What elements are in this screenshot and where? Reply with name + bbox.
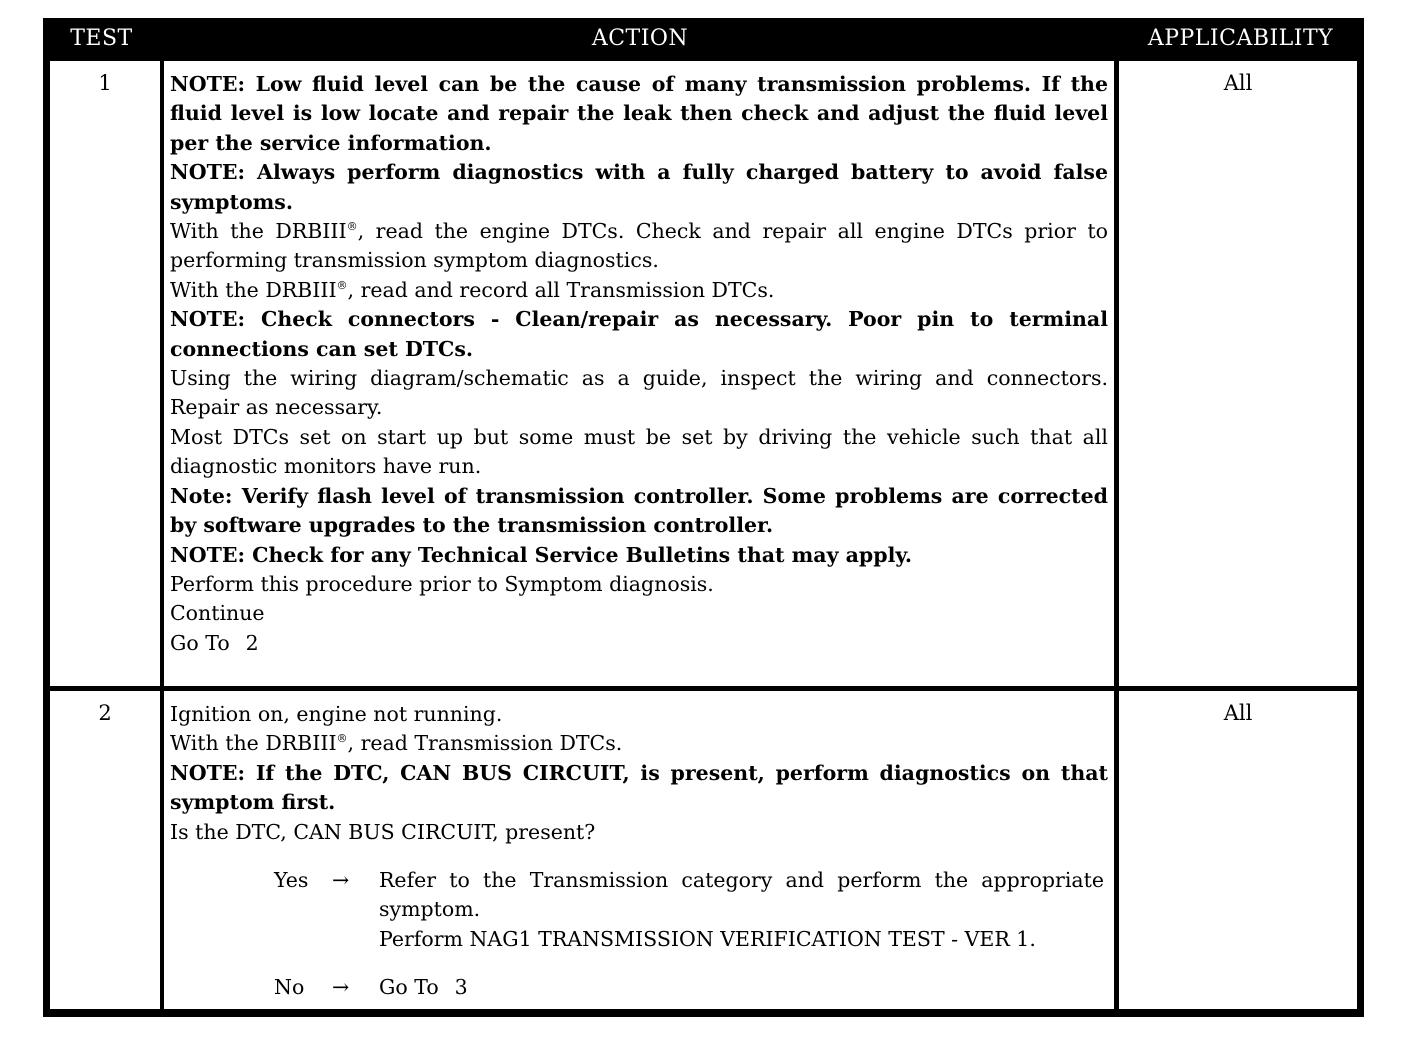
header-action: ACTION <box>591 25 689 51</box>
continue-label: Continue <box>170 601 265 626</box>
no-branch[interactable] <box>170 973 1108 1002</box>
applicability-value: All <box>1223 71 1253 95</box>
note-tsb: NOTE: Check for any Technical Service Bulletins that may apply. <box>170 542 913 567</box>
step-text: , read Transmission DTCs. <box>347 731 623 756</box>
diagnostic-table <box>43 18 1364 1017</box>
no-label: No <box>274 975 305 1000</box>
note-can-bus: NOTE: If the DTC, CAN BUS CIRCUIT, is present, perform diagnostics on that symptom first. <box>170 760 1108 815</box>
note-connectors: NOTE: Check connectors - Clean/repair as necessary. Poor pin to terminal connections can set DTCs. <box>170 307 1108 361</box>
test-number: 2 <box>98 701 112 725</box>
test-number: 1 <box>98 71 112 95</box>
goto-label: Go To <box>170 630 230 655</box>
yes-result <box>379 866 1104 954</box>
step-text: With the DRBIII <box>170 219 347 244</box>
applicability-value: All <box>1223 701 1253 725</box>
registered-mark: ® <box>336 732 348 746</box>
step-read-transmission-dtcs <box>170 729 1108 758</box>
step-read-transmission-dtcs <box>170 276 1108 305</box>
arrow-right-icon: → <box>332 868 350 893</box>
step-text: , read the engine DTCs. Check and repair all engine DTCs prior to performing transmission symptom diagnostics. <box>170 219 1109 273</box>
note-flash-level: Note: Verify flash level of transmission controller. Some problems are corrected by software upgrades to the transmission controller. <box>170 483 1108 538</box>
header-test: TEST <box>70 25 133 51</box>
goto-target: 2 <box>245 630 259 655</box>
step-text: With the DRBIII <box>170 731 337 756</box>
goto-link[interactable] <box>170 629 1108 658</box>
action-cell-2 <box>164 691 1114 1009</box>
note-battery: NOTE: Always perform diagnostics with a fully charged battery to avoid false symptoms. <box>170 160 1108 214</box>
applicability-cell-2 <box>1119 691 1357 1009</box>
note-low-fluid: NOTE: Low fluid level can be the cause of many transmission problems. If the fluid level is low locate and repair the leak then check and adjust the fluid level per the service information. <box>170 72 1108 155</box>
step-ignition-on: Ignition on, engine not running. <box>170 702 503 726</box>
step-inspect-wiring: Using the wiring diagram/schematic as a guide, inspect the wiring and connectors. Repair as necessary. <box>170 366 1108 420</box>
yes-result-refer: Refer to the Transmission category and perform the appropriate symptom. <box>379 868 1104 922</box>
yes-label: Yes <box>274 868 309 893</box>
arrow-right-icon: → <box>332 975 350 1000</box>
yes-branch[interactable] <box>170 866 1108 954</box>
test-cell-2 <box>50 691 160 1009</box>
step-perform-procedure: Perform this procedure prior to Symptom diagnosis. <box>170 571 714 596</box>
header-applicability: APPLICABILITY <box>1147 25 1334 51</box>
test-cell-1 <box>50 61 160 686</box>
yes-result-verification: Perform NAG1 TRANSMISSION VERIFICATION TEST - VER 1. <box>379 926 1036 951</box>
step-read-engine-dtcs <box>170 217 1108 276</box>
question-can-bus: Is the DTC, CAN BUS CIRCUIT, present? <box>170 819 596 844</box>
no-result <box>379 973 1104 1002</box>
step-text: With the DRBIII <box>170 277 337 302</box>
step-text: , read and record all Transmission DTCs. <box>347 277 775 302</box>
step-dtcs-start-up: Most DTCs set on start up but some must be set by driving the vehicle such that all diagnostic monitors have run. <box>170 424 1108 479</box>
registered-mark: ® <box>346 220 358 234</box>
goto-target: 3 <box>454 975 468 1000</box>
action-cell-1 <box>164 61 1114 686</box>
goto-label: Go To <box>379 975 439 1000</box>
applicability-cell-1 <box>1119 61 1357 686</box>
registered-mark: ® <box>336 279 348 293</box>
